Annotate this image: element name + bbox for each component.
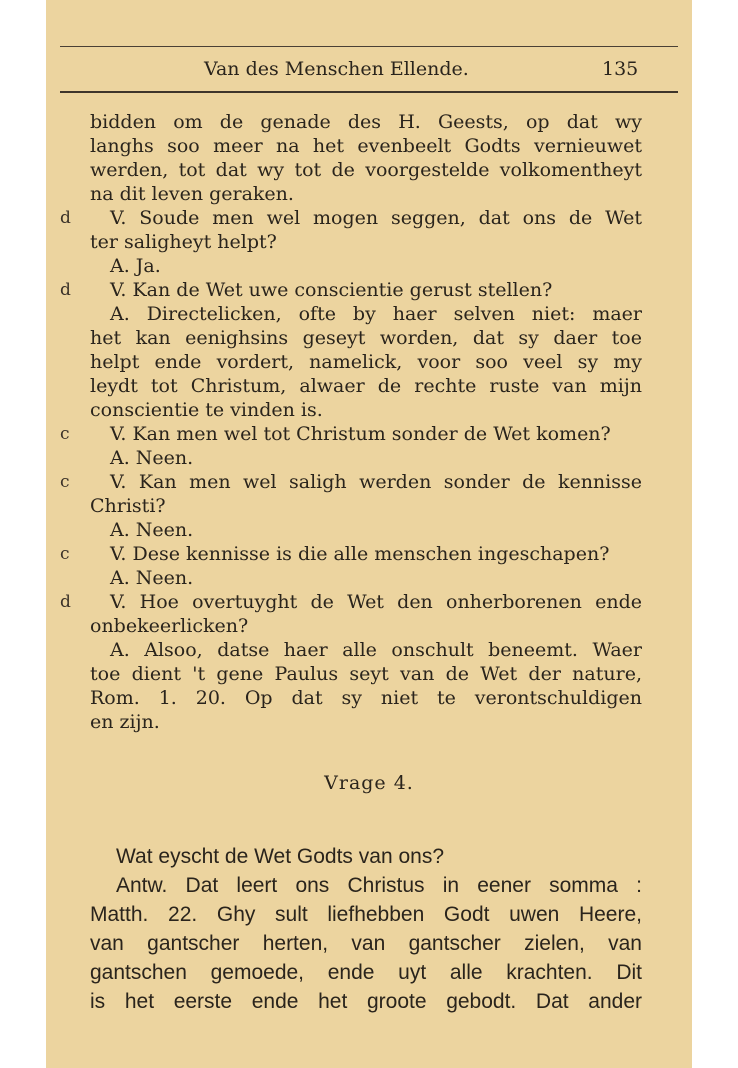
text-line: Christi? (90, 495, 166, 517)
page-number: 135 (602, 58, 639, 80)
text-line: V. Hoe overtuyght de Wet den onherborenen ende (110, 591, 642, 613)
answer-line: gantschen gemoede, ende uyt alle krachten. Dit (90, 961, 642, 984)
margin-letter: d (60, 208, 71, 228)
running-title: Van des Menschen Ellende. (204, 58, 469, 80)
text-line: V. Kan men wel tot Christum sonder de Wet komen? (110, 423, 611, 445)
text-line: leydt tot Christum, alwaer de rechte ruste van mijn (90, 375, 642, 397)
text-line: A. Alsoo, datse haer alle onschult beneemt. Waer (110, 639, 642, 661)
text-line: V. Kan men wel saligh werden sonder de kennisse (110, 471, 642, 493)
text-line: ter saligheyt helpt? (90, 231, 277, 253)
answer-line: is het eerste ende het groote gebodt. Dat ander (90, 990, 642, 1013)
text-line: bidden om de genade des H. Geests, op dat wy (90, 111, 642, 133)
text-line: V. Soude men wel mogen seggen, dat ons de Wet (110, 207, 642, 229)
text-line: en zijn. (90, 711, 160, 733)
text-line: A. Neen. (110, 567, 194, 589)
text-line: conscientie te vinden is. (90, 399, 323, 421)
header-rule-top (60, 46, 678, 47)
text-line: A. Neen. (110, 519, 194, 541)
text-line: V. Kan de Wet uwe conscientie gerust stellen? (110, 279, 553, 301)
margin-letter: c (60, 472, 70, 492)
answer-line: Matth. 22. Ghy sult liefhebben Godt uwen Heere, (90, 903, 642, 926)
text-line: werden, tot dat wy tot de voorgestelde volkomentheyt (90, 159, 642, 181)
answer-line: van gantscher herten, van gantscher zielen, van (90, 932, 642, 955)
margin-letter: d (60, 592, 71, 612)
text-line: A. Neen. (110, 447, 194, 469)
text-line: A. Directelicken, ofte by haer selven niet: maer (110, 303, 642, 325)
text-line: helpt ende vordert, namelick, voor soo veel sy my (90, 351, 642, 373)
section-title: Vrage 4. (324, 772, 414, 794)
margin-letter: d (60, 280, 71, 300)
text-line: Rom. 1. 20. Op dat sy niet te verontschuldigen (90, 687, 642, 709)
text-line: onbekeerlicken? (90, 615, 249, 637)
margin-letter: c (60, 544, 70, 564)
text-line: na dit leven geraken. (90, 183, 294, 205)
header-rule-bottom (60, 91, 678, 93)
text-line: A. Ja. (110, 255, 161, 277)
text-line: toe dient 't gene Paulus seyt van de Wet der nature, (90, 663, 642, 685)
text-line: V. Dese kennisse is die alle menschen ingeschapen? (110, 543, 610, 565)
margin-letter: c (60, 424, 70, 444)
text-line: langhs soo meer na het evenbeelt Godts vernieuwet (90, 135, 642, 157)
text-line: het kan eenighsins geseyt worden, dat sy daer toe (90, 327, 642, 349)
question-line: Wat eyscht de Wet Godts van ons? (116, 845, 444, 868)
book-page (46, 0, 692, 1068)
answer-line: Antw. Dat leert ons Christus in eener somma : (116, 874, 642, 897)
